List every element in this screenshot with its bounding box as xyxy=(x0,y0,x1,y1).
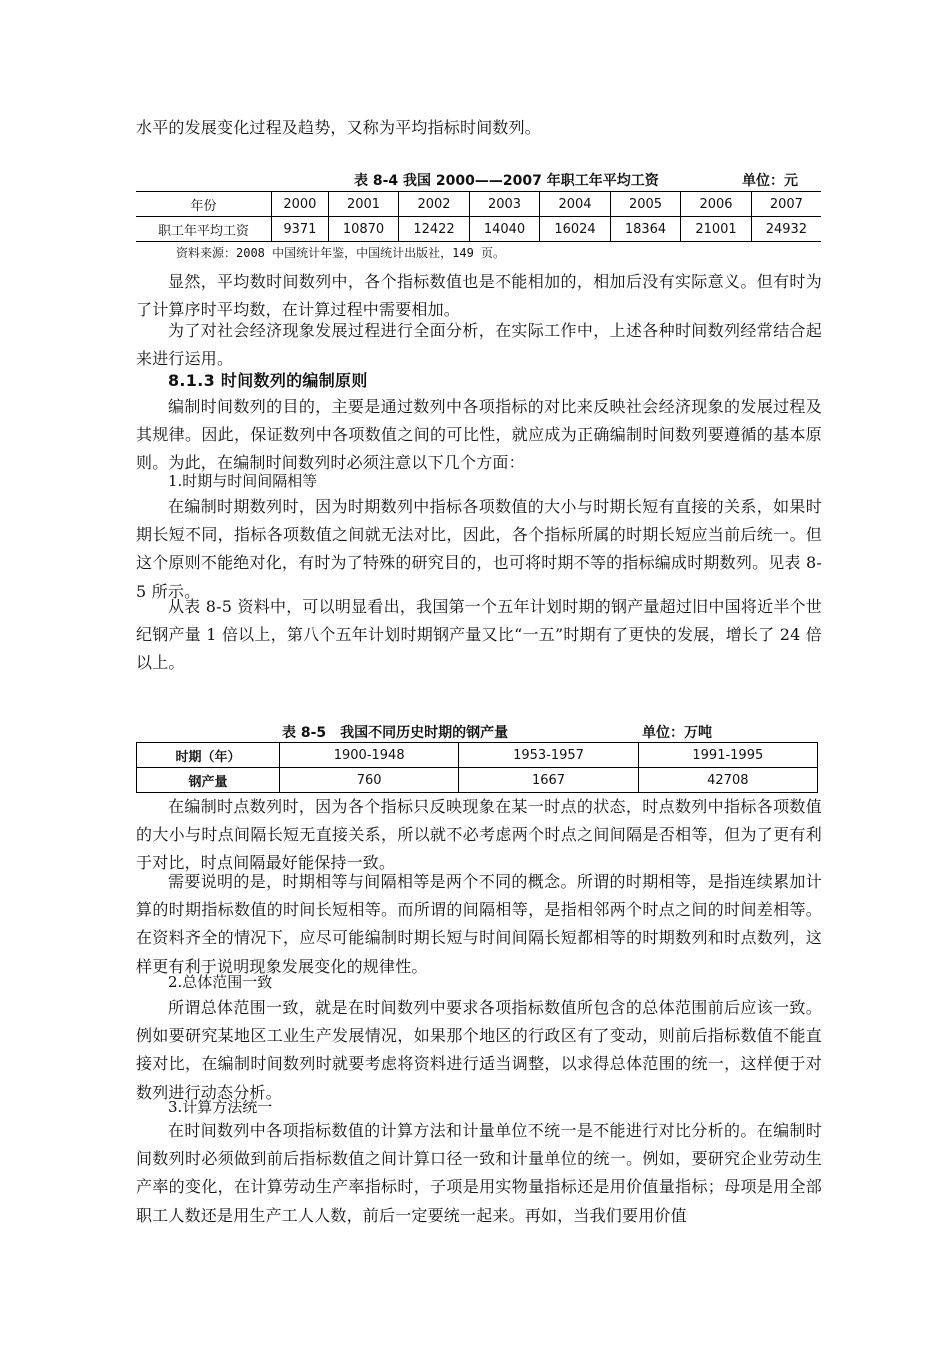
table2-caption: 表 8-5 我国不同历史时期的钢产量 xyxy=(282,725,509,741)
section-heading: 8.1.3 时间数列的编制原则 xyxy=(168,371,368,390)
table1-value-row xyxy=(136,217,821,242)
paragraph: 在编制时点数列时，因为各个指标只反映现象在某一时点的状态，时点数列中指标各项数值的大小与时点间隔长短无直接关系，所以就不必考虑两个时点之间间隔是否相等，但为了更有利于对比，时点间隔最好能保持一致。 xyxy=(136,797,822,873)
paragraph: 编制时间数列的目的，主要是通过数列中各项指标的对比来反映社会经济现象的发展过程及其规律。因此，保证数列中各项数值之间的可比性，就应成为正确编制时间数列要遵循的基本原则。为此，在编制时间数列时必须注意以下几个方面： xyxy=(136,397,822,473)
table1-year: 2002 xyxy=(399,192,470,217)
table2-value: 1667 xyxy=(459,768,638,793)
table2-period: 1900-1948 xyxy=(280,743,459,768)
table1-value: 21001 xyxy=(681,217,752,242)
table2-value: 42708 xyxy=(638,768,817,793)
table2-header-row xyxy=(137,743,818,768)
paragraph: 为了对社会经济现象发展过程进行全面分析，在实际工作中，上述各种时间数列经常结合起来进行运用。 xyxy=(136,321,822,369)
table-steel-output xyxy=(136,742,818,793)
table-avg-wage xyxy=(136,191,821,242)
table1-value: 10870 xyxy=(328,217,399,242)
table1-value: 24932 xyxy=(751,217,821,242)
table2-period: 1991-1995 xyxy=(638,743,817,768)
subheading: 2.总体范围一致 xyxy=(168,973,273,991)
table2-row-label: 钢产量 xyxy=(137,768,280,793)
table1-year: 2003 xyxy=(469,192,540,217)
subheading: 1.时期与时间间隔相等 xyxy=(168,472,318,490)
table1-caption: 表 8-4 我国 2000——2007 年职工年平均工资 xyxy=(354,173,659,189)
paragraph: 在编制时期数列时，因为时期数列中指标各项数值的大小与时期长短有直接的关系，如果时期长短不同，指标各项数值之间就无法对比，因此，各个指标所属的时期长短应当前后统一。但这个原则不能绝对化，有时为了特殊的研究目的，也可将时期不等的指标编成时期数列。见表 8-5 所示。 xyxy=(136,497,822,601)
table2-period: 1953-1957 xyxy=(459,743,638,768)
table1-year: 2000 xyxy=(272,192,329,217)
table1-header-row xyxy=(136,192,821,217)
paragraph: 需要说明的是，时期相等与间隔相等是两个不同的概念。所谓的时期相等，是指连续累加计算的时期指标数值的时间长短相等。而所谓的间隔相等，是指相邻两个时点之间的时间差相等。在资料齐全的情况下，应尽可能编制时期长短与时间间隔长短都相等的时期数列和时点数列，这样更有利于说明现象发展变化的规律性。 xyxy=(136,872,822,976)
table2-value-row xyxy=(137,768,818,793)
table1-value: 12422 xyxy=(399,217,470,242)
table1-source: 资料来源：2008 中国统计年鉴，中国统计出版社，149 页。 xyxy=(176,246,506,260)
intro-line: 水平的发展变化过程及趋势，又称为平均指标时间数列。 xyxy=(136,118,542,137)
subheading: 3.计算方法统一 xyxy=(168,1098,273,1116)
table1-year: 2001 xyxy=(328,192,399,217)
table2-unit: 单位：万吨 xyxy=(642,725,712,741)
paragraph: 所谓总体范围一致，就是在时间数列中要求各项指标数值所包含的总体范围前后应该一致。例如要研究某地区工业生产发展情况，如果那个地区的行政区有了变动，则前后指标数值不能直接对比，在编制时间数列时就要考虑将资料进行适当调整，以求得总体范围的统一，这样便于对数列进行动态分析。 xyxy=(136,998,822,1102)
table1-value: 18364 xyxy=(610,217,681,242)
table1-value: 9371 xyxy=(272,217,329,242)
table1-row-label: 职工年平均工资 xyxy=(136,217,272,242)
table2-header-label: 时期（年） xyxy=(137,743,280,768)
table1-header-label: 年份 xyxy=(190,198,217,214)
table1-year: 2006 xyxy=(681,192,752,217)
table2-value: 760 xyxy=(280,768,459,793)
table1-year: 2004 xyxy=(540,192,611,217)
table1-value: 16024 xyxy=(540,217,611,242)
table1-year: 2007 xyxy=(751,192,821,217)
paragraph: 在时间数列中各项指标数值的计算方法和计量单位不统一是不能进行对比分析的。在编制时间数列时必须做到前后指标数值之间计算口径一致和计量单位的统一。例如，要研究企业劳动生产率的变化，在计算劳动生产率指标时，子项是用实物量指标还是用价值量指标；母项是用全部职工人数还是用生产工人人数，前后一定要统一起来。再如，当我们要用价值 xyxy=(136,1121,822,1225)
paragraph: 显然，平均数时间数列中，各个指标数值也是不能相加的，相加后没有实际意义。但有时为了计算序时平均数，在计算过程中需要相加。 xyxy=(136,272,822,320)
table1-unit: 单位：元 xyxy=(742,173,798,189)
table1-year: 2005 xyxy=(610,192,681,217)
table1-value: 14040 xyxy=(469,217,540,242)
paragraph: 从表 8-5 资料中，可以明显看出，我国第一个五年计划时期的钢产量超过旧中国将近半个世纪钢产量 1 倍以上，第八个五年计划时期钢产量又比“一五”时期有了更快的发展，增长了 24 倍以上。 xyxy=(136,597,822,673)
